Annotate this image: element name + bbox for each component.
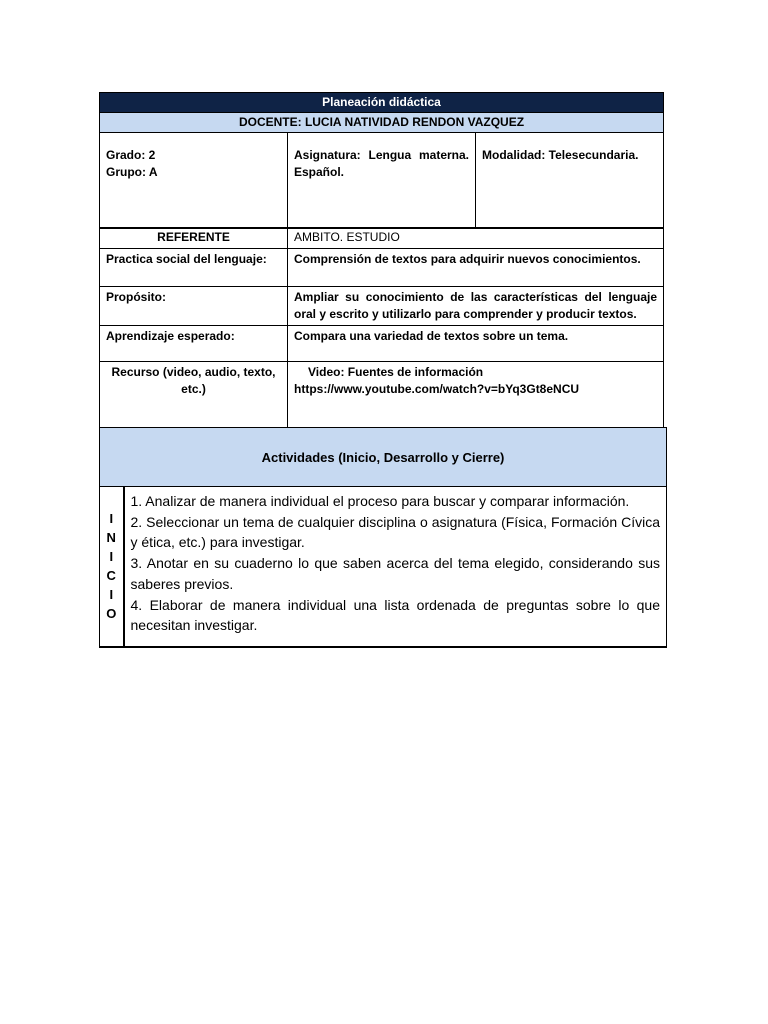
activity-item: 1. Analizar de manera individual el proceso para buscar y comparar información. — [130, 493, 630, 509]
stage-letter: I — [109, 587, 114, 603]
referente-label: REFERENTE — [100, 228, 288, 249]
grupo-value: Grupo: A — [106, 165, 158, 179]
asignatura-line1: Asignatura: Lengua materna. — [294, 148, 469, 162]
inicio-stage-label — [100, 487, 124, 647]
aprendizaje-label: Aprendizaje esperado: — [100, 326, 288, 362]
activity-item: 3. Anotar en su cuaderno lo que saben acerca del tema elegido, considerando sus saberes previos. — [130, 555, 660, 592]
recurso-label: Recurso (video, audio, texto, etc.) — [100, 362, 288, 428]
asignatura-cell — [288, 133, 476, 229]
grado-grupo-cell — [100, 133, 288, 229]
recurso-video-url: https://www.youtube.com/watch?v=bYq3Gt8eNCU — [294, 382, 580, 396]
proposito-label: Propósito: — [100, 287, 288, 326]
activity-item: 2. Seleccionar un tema de cualquier disciplina o asignatura (Física, Formación Cívica y ética, etc.) para investigar. — [130, 513, 660, 551]
inicio-activities — [124, 487, 667, 647]
stage-letter: C — [106, 568, 116, 584]
planeacion-table — [99, 92, 664, 428]
aprendizaje-value: Compara una variedad de textos sobre un tema. — [288, 326, 664, 362]
recurso-cell — [288, 362, 664, 428]
stage-letter: I — [109, 549, 114, 565]
actividades-title: Actividades (Inicio, Desarrollo y Cierre) — [100, 428, 667, 487]
docente-name: DOCENTE: LUCIA NATIVIDAD RENDON VAZQUEZ — [100, 113, 664, 133]
stage-letter: I — [109, 511, 114, 527]
modalidad-cell: Modalidad: Telesecundaria. — [476, 133, 664, 229]
practica-value: Comprensión de textos para adquirir nuevos conocimientos. — [288, 249, 664, 287]
proposito-value: Ampliar su conocimiento de las características del lenguaje oral y escrito y utilizarlo para comprender y producir textos. — [288, 287, 664, 326]
recurso-video-label: Video: Fuentes de información — [308, 365, 484, 379]
stage-letter: O — [106, 606, 117, 622]
grado-value: Grado: 2 — [106, 148, 156, 162]
practica-label: Practica social del lenguaje: — [100, 249, 288, 287]
actividades-table — [99, 427, 667, 648]
asignatura-line2: Español. — [294, 165, 345, 179]
planeacion-title: Planeación didáctica — [100, 93, 664, 113]
stage-letter: N — [106, 530, 116, 546]
referente-value: AMBITO. ESTUDIO — [288, 228, 664, 249]
activity-item: 4. Elaborar de manera individual una lista ordenada de preguntas sobre lo que necesitan investigar. — [130, 596, 660, 634]
